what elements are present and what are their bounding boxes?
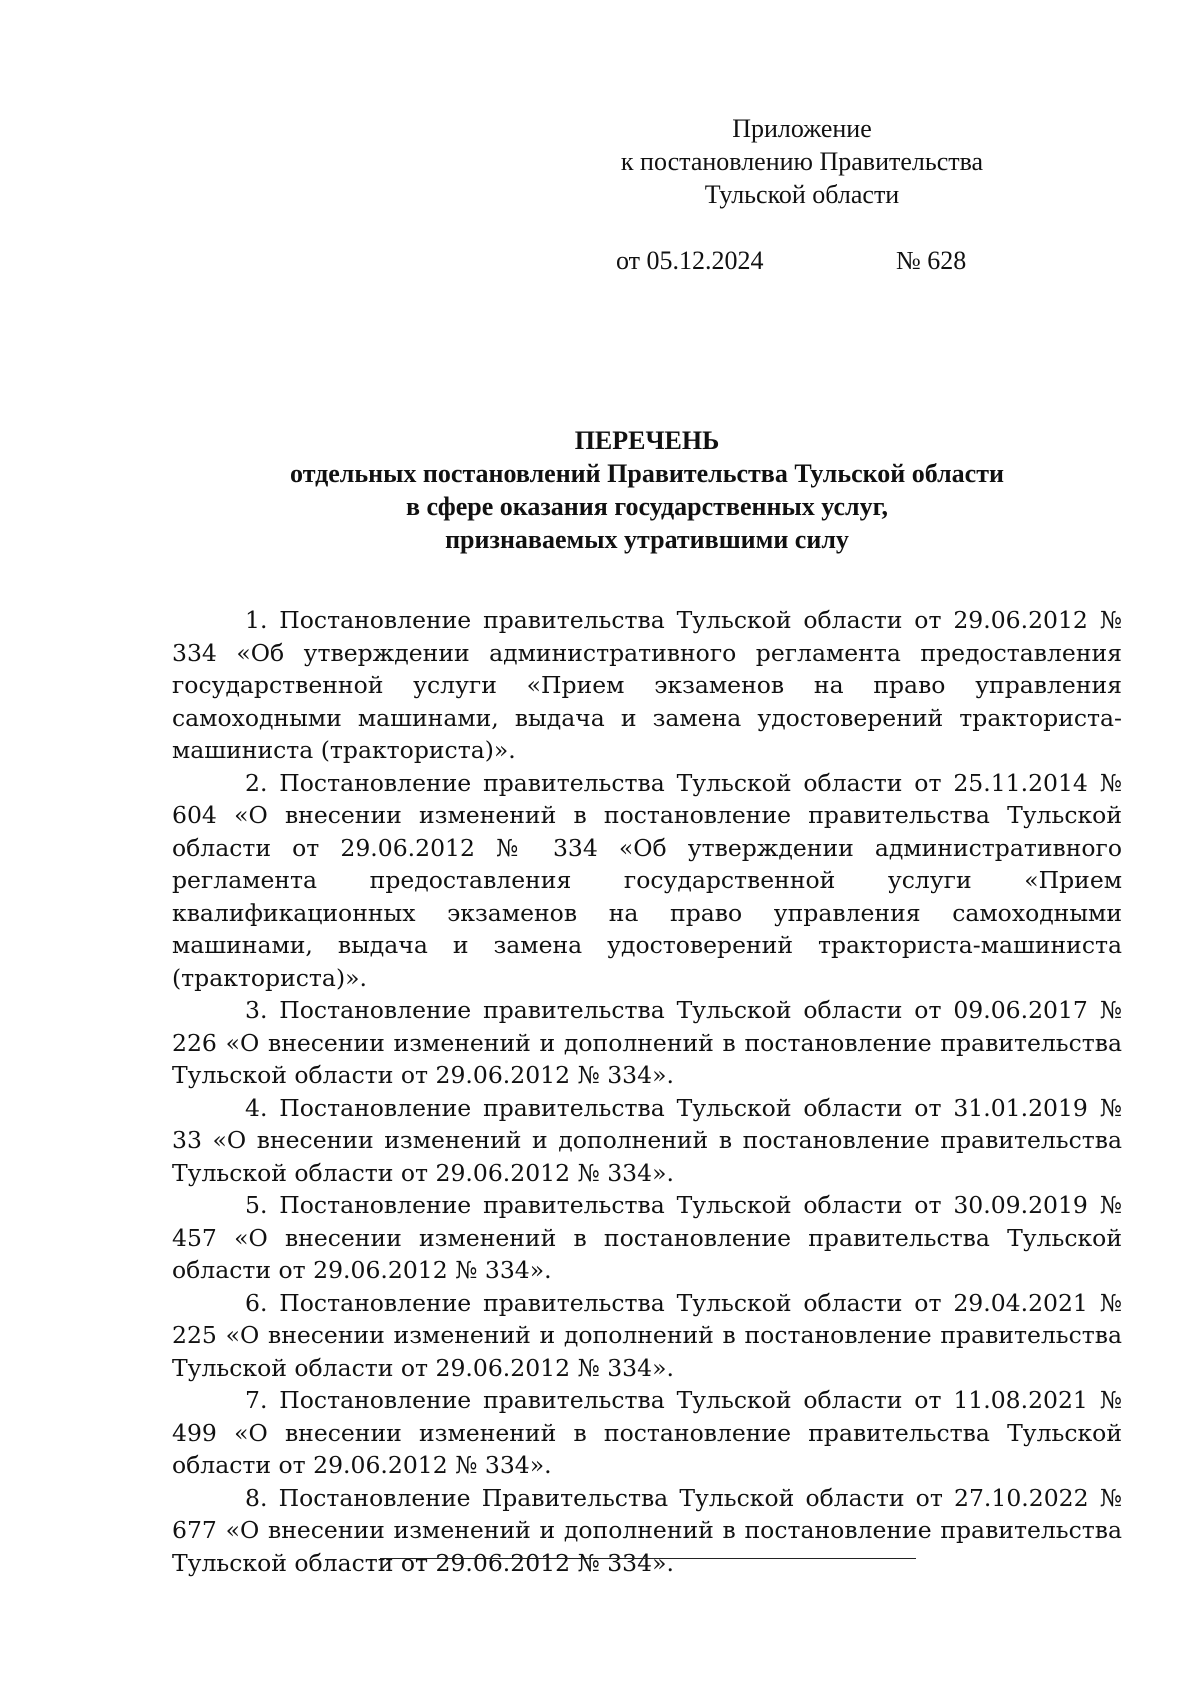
list-item: 6. Постановление правительства Тульской области от 29.04.2021 № 225 «О внесении изменений и дополнений в постановление правительства Тульской области от 29.06.2012 № 334». bbox=[172, 1288, 1122, 1382]
list-item: 1. Постановление правительства Тульской области от 29.06.2012 № 334 «Об утверждении административного регламента предоставления государственной услуги «Прием экзаменов на право управления самоходными машинами, выдача и замена удостоверений тракториста-машиниста (тракториста)». bbox=[172, 606, 1122, 764]
list-item: 2. Постановление правительства Тульской области от 25.11.2014 № 604 «О внесении изменений в постановление правительства Тульской области от 29.06.2012 № 334 «Об утверждении административного регламента предоставления государственной услуги «Прием квалификационных экзаменов на право управления самоходными машинами, выдача и замена удостоверений тракториста-машиниста (тракториста)». bbox=[172, 768, 1122, 992]
document-title bbox=[172, 424, 1122, 556]
list-item: 8. Постановление Правительства Тульской области от 27.10.2022 № 677 «О внесении изменений и дополнений в постановление правительства Тульской области от 29.06.2012 № 334». bbox=[172, 1483, 1122, 1577]
title-line: в сфере оказания государственных услуг, bbox=[405, 492, 888, 521]
appendix-line: к постановлению Правительства bbox=[620, 147, 984, 176]
list-item: 3. Постановление правительства Тульской области от 09.06.2017 № 226 «О внесении изменений и дополнений в постановление правительства Тульской области от 29.06.2012 № 334». bbox=[172, 996, 1122, 1089]
list-item: 7. Постановление правительства Тульской области от 11.08.2021 № 499 «О внесении изменений в постановление правительства Тульской области от 29.06.2012 № 334». bbox=[172, 1386, 1122, 1479]
resolution-list bbox=[172, 604, 1122, 1579]
resolution-date: от 05.12.2024 bbox=[616, 246, 764, 275]
title-line: признаваемых утратившими силу bbox=[445, 525, 849, 554]
appendix-header bbox=[592, 112, 1012, 211]
resolution-date-row bbox=[616, 244, 967, 277]
title-line: отдельных постановлений Правительства Тульской области bbox=[290, 459, 1004, 488]
resolution-number: № 628 bbox=[896, 246, 967, 275]
appendix-line: Тульской области bbox=[704, 180, 900, 209]
list-item: 5. Постановление правительства Тульской области от 30.09.2019 № 457 «О внесении изменений в постановление правительства Тульской области от 29.06.2012 № 334». bbox=[172, 1191, 1122, 1284]
closing-divider bbox=[380, 1558, 916, 1559]
appendix-line: Приложение bbox=[732, 114, 872, 143]
title-line: ПЕРЕЧЕНЬ bbox=[574, 426, 720, 455]
list-item: 4. Постановление правительства Тульской области от 31.01.2019 № 33 «О внесении изменений и дополнений в постановление правительства Тульской области от 29.06.2012 № 334». bbox=[172, 1093, 1122, 1187]
